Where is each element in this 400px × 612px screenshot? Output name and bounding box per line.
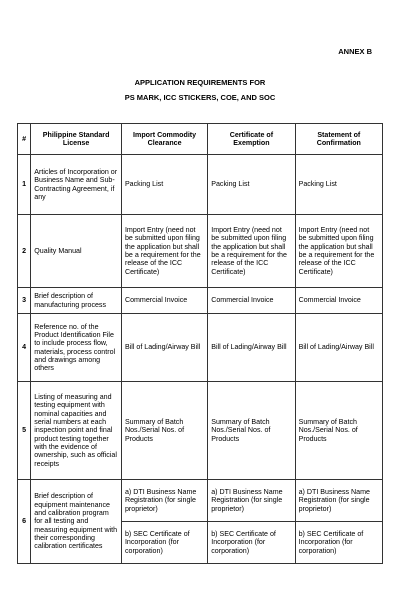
soc-requirement: Import Entry (need not be submitted upon filing the application but shall be a requirement for the release of the ICC Certificate) <box>295 215 382 288</box>
psl-requirement: Listing of measuring and testing equipment with nominal capacities and serial numbers at each inspection point and final product testing together with the evidence of ownership, such as official receipts <box>31 382 122 480</box>
document-title-line-2: PS MARK, ICC STICKERS, COE, AND SOC <box>124 93 276 102</box>
document-title-line-1: APPLICATION REQUIREMENTS FOR <box>134 78 266 87</box>
soc-requirement-a: a) DTI Business Name Registration (for single proprietor) <box>295 480 382 522</box>
row-number: 3 <box>18 288 31 314</box>
annex-label: ANNEX B <box>338 47 372 56</box>
header-statement-of-confirmation: Statement of Confirmation <box>295 124 382 155</box>
coe-requirement: Commercial Invoice <box>208 288 295 314</box>
header-import-commodity-clearance: Import Commodity Clearance <box>121 124 207 155</box>
table-header-row <box>18 124 383 155</box>
psl-requirement: Articles of Incorporation or Business Name and Sub-Contracting Agreement, if any <box>31 155 122 215</box>
row-number: 6 <box>18 480 31 564</box>
icc-requirement: Import Entry (need not be submitted upon filing the application but shall be a requirement for the release of the ICC Certificate) <box>121 215 207 288</box>
header-philippine-standard-license: Philippine Standard License <box>31 124 122 155</box>
table-row <box>18 288 383 314</box>
psl-requirement: Brief description of equipment maintenance and calibration program for all testing and measuring equipment with their corresponding calibration certificates <box>31 480 122 564</box>
coe-requirement-b: b) SEC Certificate of Incorporation (for corporation) <box>208 522 295 564</box>
table-row <box>18 480 383 522</box>
soc-requirement: Bill of Lading/Airway Bill <box>295 314 382 382</box>
icc-requirement: Commercial Invoice <box>121 288 207 314</box>
table-row <box>18 314 383 382</box>
table-row <box>18 382 383 480</box>
coe-requirement: Bill of Lading/Airway Bill <box>208 314 295 382</box>
icc-requirement-a: a) DTI Business Name Registration (for single proprietor) <box>121 480 207 522</box>
psl-requirement: Quality Manual <box>31 215 122 288</box>
icc-requirement: Summary of Batch Nos./Serial Nos. of Products <box>121 382 207 480</box>
coe-requirement: Packing List <box>208 155 295 215</box>
table-row <box>18 215 383 288</box>
icc-requirement-b: b) SEC Certificate of Incorporation (for corporation) <box>121 522 207 564</box>
soc-requirement: Commercial Invoice <box>295 288 382 314</box>
coe-requirement-a: a) DTI Business Name Registration (for single proprietor) <box>208 480 295 522</box>
requirements-table <box>17 123 383 564</box>
row-number: 4 <box>18 314 31 382</box>
coe-requirement: Summary of Batch Nos./Serial Nos. of Products <box>208 382 295 480</box>
coe-requirement: Import Entry (need not be submitted upon filing the application but shall be a requirement for the release of the ICC Certificate) <box>208 215 295 288</box>
icc-requirement: Bill of Lading/Airway Bill <box>121 314 207 382</box>
icc-requirement: Packing List <box>121 155 207 215</box>
psl-requirement: Reference no. of the Product Identification File to include process flow, materials, process control and drawings among others <box>31 314 122 382</box>
soc-requirement: Summary of Batch Nos./Serial Nos. of Products <box>295 382 382 480</box>
row-number: 2 <box>18 215 31 288</box>
row-number: 1 <box>18 155 31 215</box>
psl-requirement: Brief description of manufacturing process <box>31 288 122 314</box>
soc-requirement-b: b) SEC Certificate of Incorporation (for corporation) <box>295 522 382 564</box>
row-number: 5 <box>18 382 31 480</box>
header-number: # <box>18 124 31 155</box>
table-row <box>18 155 383 215</box>
header-certificate-of-exemption: Certificate of Exemption <box>208 124 295 155</box>
soc-requirement: Packing List <box>295 155 382 215</box>
